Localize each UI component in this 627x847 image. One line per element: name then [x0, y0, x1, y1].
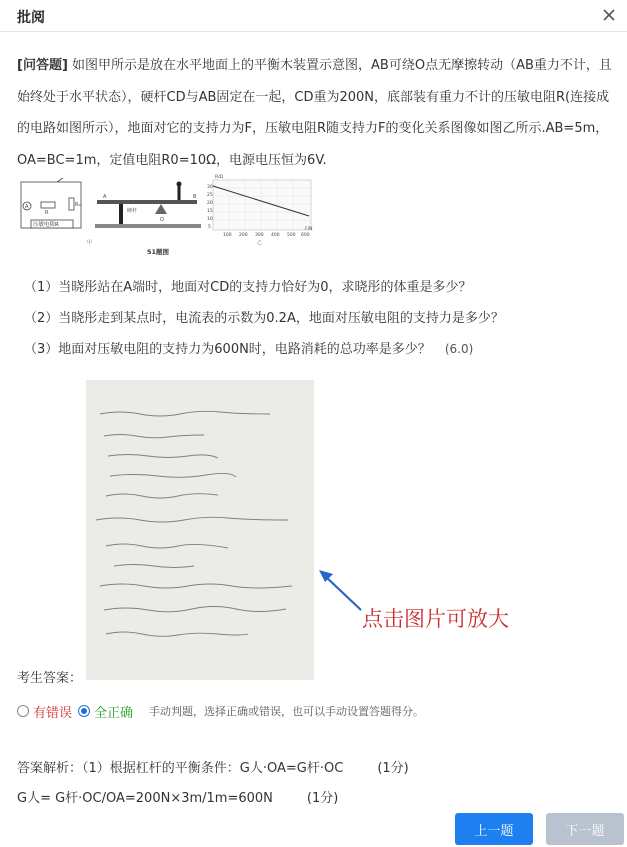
prev-question-button[interactable]: 上一题: [455, 813, 533, 845]
question-text: [17, 50, 613, 176]
judge-options: [17, 703, 424, 719]
figure-caption: 51题图: [147, 248, 170, 256]
dialog-title: 批阅: [17, 10, 45, 26]
correct-radio[interactable]: [78, 705, 90, 717]
student-answer-image[interactable]: [86, 380, 314, 680]
svg-text:25: 25: [207, 193, 213, 198]
arrow-icon: [315, 566, 365, 616]
svg-text:R/Ω: R/Ω: [215, 175, 224, 180]
svg-text:200: 200: [239, 233, 248, 238]
svg-text:A: A: [25, 204, 29, 210]
wrong-radio[interactable]: [17, 705, 29, 717]
svg-text:300: 300: [255, 233, 264, 238]
svg-text:O: O: [160, 217, 164, 223]
student-answer-label: 考生答案：: [17, 671, 83, 686]
correct-label[interactable]: 全正确: [94, 705, 134, 721]
question-figure: [17, 172, 317, 264]
svg-text:A: A: [103, 194, 107, 200]
figure-label-jia: 甲: [87, 240, 93, 246]
question-type-tag: [问答题]: [17, 58, 68, 73]
figure-rod-label: 硬杆: [127, 208, 138, 214]
svg-text:R: R: [45, 210, 49, 216]
figure-pressure-label: 压敏电阻R: [33, 222, 59, 228]
enlarge-hint: 点击图片可放大: [362, 607, 509, 631]
svg-text:15: 15: [207, 209, 213, 214]
next-question-button[interactable]: 下一题: [546, 813, 624, 845]
close-icon[interactable]: [598, 4, 620, 26]
r-f-graph: [207, 174, 312, 246]
svg-text:B: B: [193, 194, 197, 200]
svg-text:R₀: R₀: [75, 202, 81, 208]
question-body: 如图甲所示是放在水平地面上的平衡木装置示意图，AB可绕O点无摩擦转动（AB重力不计，且始终处于水平状态），硬杆CD与AB固定在一起，CD重为200N，底部装有重力不计的压敏电阻R(连接成的电路如图所示），地面对它的支持力为F，压敏电阻R随支持力F的变化关系图像如图乙所示.AB=5m，OA=BC=1m，定值电阻R0=10Ω，电源电压恒为6V.: [17, 58, 612, 168]
subquestion-2: （2）当晓彤走到某点时，电流表的示数为0.2A，地面对压敏电阻的支持力是多少？: [24, 311, 504, 326]
analysis-line-1: 答案解析：（1）根据杠杆的平衡条件：G人·OA=G杆·OC (1分): [17, 761, 409, 776]
svg-text:100: 100: [223, 233, 232, 238]
svg-text:10: 10: [207, 217, 213, 222]
svg-text:600: 600: [301, 233, 310, 238]
judge-hint: 手动判题，选择正确或错误，也可以手动设置答题得分。: [149, 705, 425, 718]
subquestion-1: （1）当晓彤站在A端时，地面对CD的支持力恰好为0，求晓彤的体重是多少？: [24, 280, 472, 295]
svg-text:F/N: F/N: [305, 227, 313, 232]
svg-text:30: 30: [207, 185, 213, 190]
svg-text:500: 500: [287, 233, 296, 238]
svg-text:400: 400: [271, 233, 280, 238]
svg-text:20: 20: [207, 201, 213, 206]
question-score: (6.0): [444, 342, 474, 356]
subquestion-3: （3）地面对压敏电阻的支持力为600N时，电路消耗的总功率是多少？ (6.0): [24, 342, 474, 357]
analysis-label: 答案解析：: [17, 761, 83, 776]
svg-text:5: 5: [208, 225, 211, 230]
wrong-label[interactable]: 有错误: [33, 705, 73, 721]
analysis-line-2: G人= G杆·OC/OA=200N×3m/1m=600N (1分): [17, 791, 339, 806]
dialog-header: [0, 0, 627, 32]
figure-label-yi: 乙: [257, 240, 263, 246]
